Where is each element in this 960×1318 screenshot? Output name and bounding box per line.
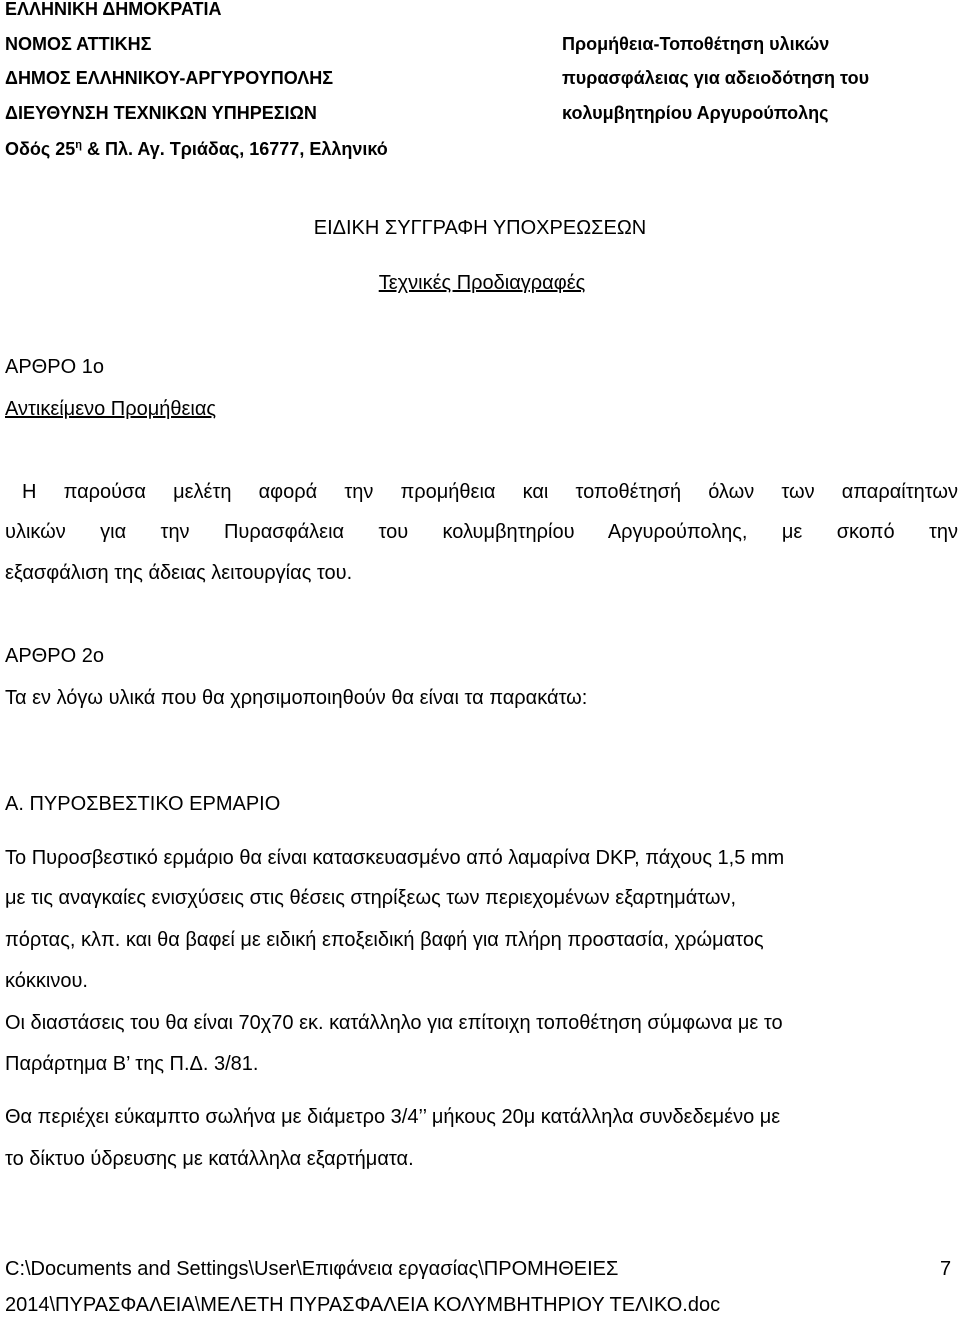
article2-heading: ΑΡΘΡΟ 2ο (5, 645, 104, 667)
section-a-line-2: με τις αναγκαίες ενισχύσεις στις θέσεις στηρίξεως των περιεχομένων εξαρτημάτων, (5, 887, 737, 909)
section-a-line-7: Θα περιέχει εύκαμπτο σωλήνα με διάμετρο 3/4’’ μήκους 20μ κατάλληλα συνδεδεμένο με (5, 1106, 781, 1128)
document-subtitle: Τεχνικές Προδιαγραφές (378, 272, 586, 294)
section-a-line-8: το δίκτυο ύδρευσης με κατάλληλα εξαρτήματα. (5, 1148, 414, 1170)
section-a-line-5: Οι διαστάσεις του θα είναι 70χ70 εκ. κατάλληλο για επίτοιχη τοποθέτηση σύμφωνα με το (5, 1012, 783, 1034)
header-municipality: ΔΗΜΟΣ ΕΛΛΗΝΙΚΟΥ-ΑΡΓΥΡΟΥΠΟΛΗΣ (5, 68, 334, 88)
address-rest: & Πλ. Αγ. Τριάδας, 16777, Ελληνικό (82, 139, 388, 159)
article1-line-3: εξασφάλιση της άδειας λειτουργίας του. (5, 562, 353, 584)
section-a-line-3: πόρτας, κλπ. και θα βαφεί με ειδική εποξειδική βαφή για πλήρη προστασία, χρώματος (5, 929, 764, 951)
header-project-line1: Προμήθεια-Τοποθέτηση υλικών (562, 34, 830, 54)
header-address (5, 140, 388, 158)
article2-intro: Τα εν λόγω υλικά που θα χρησιμοποιηθούν θα είναι τα παρακάτω: (5, 687, 588, 709)
article1-heading: ΑΡΘΡΟ 1ο (5, 356, 104, 378)
article1-line-1: Η παρούσα μελέτη αφορά την προμήθεια και τοποθέτησή όλων των απαραίτητων (22, 481, 958, 503)
section-a-heading: Α. ΠΥΡΟΣΒΕΣΤΙΚΟ ΕΡΜΑΡΙΟ (5, 793, 281, 815)
header-country: ΕΛΛΗΝΙΚΗ ΔΗΜΟΚΡΑΤΙΑ (5, 0, 222, 19)
footer-path-line1: C:\Documents and Settings\User\Επιφάνεια εργασίας\ΠΡΟΜΗΘΕΙΕΣ (5, 1258, 619, 1280)
footer-path-line2: 2014\ΠΥΡΑΣΦΑΛΕΙΑ\ΜΕΛΕΤΗ ΠΥΡΑΣΦΑΛΕΙΑ ΚΟΛΥΜΒΗΤΗΡΙΟΥ ΤΕΛΙΚΟ.doc (5, 1294, 721, 1316)
document-title: ΕΙΔΙΚΗ ΣΥΓΓΡΑΦΗ ΥΠΟΧΡΕΩΣΕΩΝ (313, 217, 647, 239)
header-project-line3: κολυμβητηρίου Αργυρούπολης (562, 103, 829, 123)
header-prefecture: ΝΟΜΟΣ ΑΤΤΙΚΗΣ (5, 34, 152, 54)
header-directorate: ΔΙΕΥΘΥΝΣΗ ΤΕΧΝΙΚΩΝ ΥΠΗΡΕΣΙΩΝ (5, 103, 317, 123)
section-a-line-4: κόκκινου. (5, 970, 88, 992)
address-street: Οδός 25 (5, 139, 76, 159)
article1-subheading: Αντικείμενο Προμήθειας (5, 398, 217, 420)
section-a-line-6: Παράρτημα Β’ της Π.Δ. 3/81. (5, 1053, 259, 1075)
article1-line-2: υλικών για την Πυρασφάλεια του κολυμβητηρίου Αργυρούπολης, με σκοπό την (5, 521, 958, 543)
address-superscript: η (75, 139, 83, 151)
footer-page-number: 7 (940, 1258, 952, 1280)
header-project-line2: πυρασφάλειας για αδειοδότηση του (562, 68, 870, 88)
section-a-line-1: Το Πυροσβεστικό ερμάριο θα είναι κατασκευασμένο από λαμαρίνα DKP, πάχους 1,5 mm (5, 847, 785, 869)
